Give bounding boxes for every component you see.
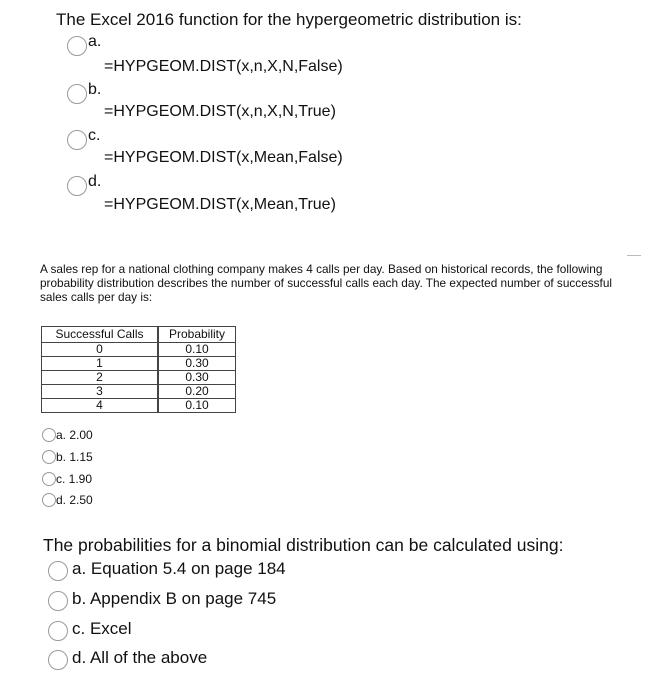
radio-q1-option-c[interactable] [67, 130, 87, 150]
table-row [42, 371, 236, 385]
q1-option-c-formula[interactable]: =HYPGEOM.DIST(x,Mean,False) [104, 149, 343, 166]
q1-option-d-letter: d. [88, 173, 102, 190]
q2-option-b-label[interactable]: b. 1.15 [56, 450, 93, 464]
table-row [42, 357, 236, 371]
cell-probability: 0.20 [158, 385, 236, 399]
column-header-successful-calls: Successful Calls [42, 327, 159, 343]
q2-option-d-label[interactable]: d. 2.50 [56, 493, 93, 507]
cell-successful-calls: 1 [42, 357, 159, 371]
q1-option-a-formula[interactable]: =HYPGEOM.DIST(x,n,X,N,False) [104, 58, 343, 75]
q3-option-b-label[interactable]: b. Appendix B on page 745 [72, 589, 277, 608]
q1-option-d-formula[interactable]: =HYPGEOM.DIST(x,Mean,True) [104, 196, 336, 213]
radio-q2-option-a[interactable] [42, 428, 56, 442]
q1-option-a-letter: a. [88, 33, 102, 50]
table-row [42, 343, 236, 357]
column-header-probability: Probability [158, 327, 236, 343]
radio-q2-option-b[interactable] [42, 450, 56, 464]
radio-q3-option-b[interactable] [48, 591, 68, 611]
q2-option-a-label[interactable]: a. 2.00 [56, 428, 93, 442]
cell-probability: 0.30 [158, 357, 236, 371]
cell-successful-calls: 4 [42, 399, 159, 413]
cell-probability: 0.10 [158, 399, 236, 413]
cell-successful-calls: 0 [42, 343, 159, 357]
cell-probability: 0.30 [158, 371, 236, 385]
q1-option-c-letter: c. [88, 127, 101, 144]
radio-q3-option-c[interactable] [48, 621, 68, 641]
radio-q3-option-a[interactable] [48, 561, 68, 581]
table-row [42, 385, 236, 399]
question-3-title: The probabilities for a binomial distribution can be calculated using: [43, 535, 564, 555]
cell-successful-calls: 2 [42, 371, 159, 385]
radio-q1-option-b[interactable] [67, 84, 87, 104]
radio-q1-option-d[interactable] [67, 176, 87, 196]
divider-line [627, 255, 641, 256]
question-1-title: The Excel 2016 function for the hypergeometric distribution is: [56, 10, 522, 29]
q2-option-c-label[interactable]: c. 1.90 [56, 472, 93, 486]
table-row [42, 399, 236, 413]
question-2-text: A sales rep for a national clothing company makes 4 calls per day. Based on historical records, the following probability distribution describes the number of successful calls each day. The expected number of successful sales calls per day is: [40, 262, 613, 304]
probability-table [41, 326, 236, 413]
radio-q2-option-d[interactable] [42, 493, 56, 507]
cell-successful-calls: 3 [42, 385, 159, 399]
radio-q1-option-a[interactable] [67, 36, 87, 56]
radio-q2-option-c[interactable] [42, 472, 56, 486]
q3-option-c-label[interactable]: c. Excel [72, 619, 132, 638]
cell-probability: 0.10 [158, 343, 236, 357]
table-header-row [42, 327, 236, 343]
q1-option-b-formula[interactable]: =HYPGEOM.DIST(x,n,X,N,True) [104, 103, 336, 120]
q1-option-b-letter: b. [88, 81, 102, 98]
radio-q3-option-d[interactable] [48, 650, 68, 670]
q3-option-d-label[interactable]: d. All of the above [72, 648, 208, 667]
q3-option-a-label[interactable]: a. Equation 5.4 on page 184 [72, 559, 286, 578]
